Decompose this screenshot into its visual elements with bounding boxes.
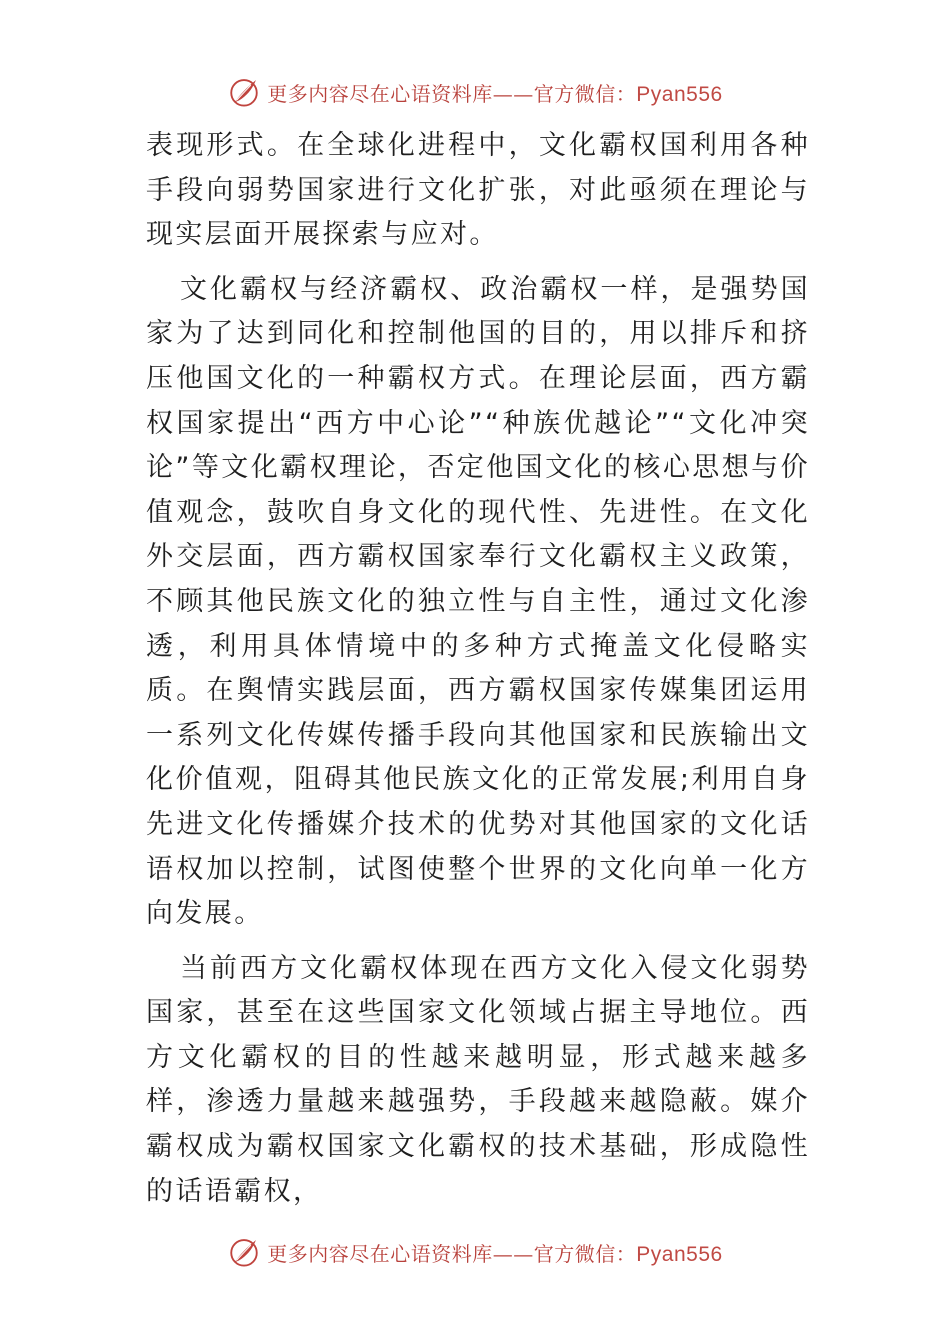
footer-wechat-label: 官方微信： [533, 1241, 637, 1266]
feather-logo-icon [227, 75, 261, 109]
footer-wechat-id: Pyan556 [636, 1242, 723, 1266]
header-wechat-label: 官方微信： [533, 81, 637, 106]
header-site-text: 更多内容尽在心语资料库 [267, 81, 493, 106]
footer-site-text: 更多内容尽在心语资料库 [267, 1241, 493, 1266]
paragraph-3: 当前西方文化霸权体现在西方文化入侵文化弱势国家，甚至在这些国家文化领域占据主导地位。西方文化霸权的目的性越来越明显，形式越来越多样，渗透力量越来越强势，手段越来越隐蔽。媒介霸权成为霸权国家文化霸权的技术基础，形成隐性的话语霸权， [146, 952, 810, 1207]
document-body [146, 124, 810, 1214]
header-banner-inner [227, 75, 722, 109]
header-banner-text [267, 78, 722, 107]
paragraph-1: 表现形式。在全球化进程中，文化霸权国利用各种手段向弱势国家进行文化扩张，对此亟须在理论与现实层面开展探索与应对。 [146, 130, 810, 251]
header-wechat-id: Pyan556 [636, 82, 723, 106]
paragraph-gap [146, 937, 810, 947]
footer-dash: —— [492, 1241, 534, 1266]
header-banner [0, 72, 950, 112]
feather-logo-icon [227, 1235, 261, 1269]
footer-banner [0, 1232, 950, 1272]
footer-banner-inner [227, 1235, 722, 1269]
paragraph-2: 文化霸权与经济霸权、政治霸权一样，是强势国家为了达到同化和控制他国的目的，用以排斥和挤压他国文化的一种霸权方式。在理论层面，西方霸权国家提出“西方中心论”“种族优越论”“文化冲突论”等文化霸权理论，否定他国文化的核心思想与价值观念，鼓吹自身文化的现代性、先进性。在文化外交层面，西方霸权国家奉行文化霸权主义政策，不顾其他民族文化的独立性与自主性，通过文化渗透，利用具体情境中的多种方式掩盖文化侵略实质。在舆情实践层面，西方霸权国家传媒集团运用一系列文化传媒传播手段向其他国家和民族输出文化价值观，阻碍其他民族文化的正常发展;利用自身先进文化传播媒介技术的优势对其他国家的文化话语权加以控制，试图使整个世界的文化向单一化方向发展。 [146, 273, 810, 930]
footer-banner-text [267, 1238, 722, 1267]
paragraph-gap [146, 258, 810, 268]
header-dash: —— [492, 81, 534, 106]
